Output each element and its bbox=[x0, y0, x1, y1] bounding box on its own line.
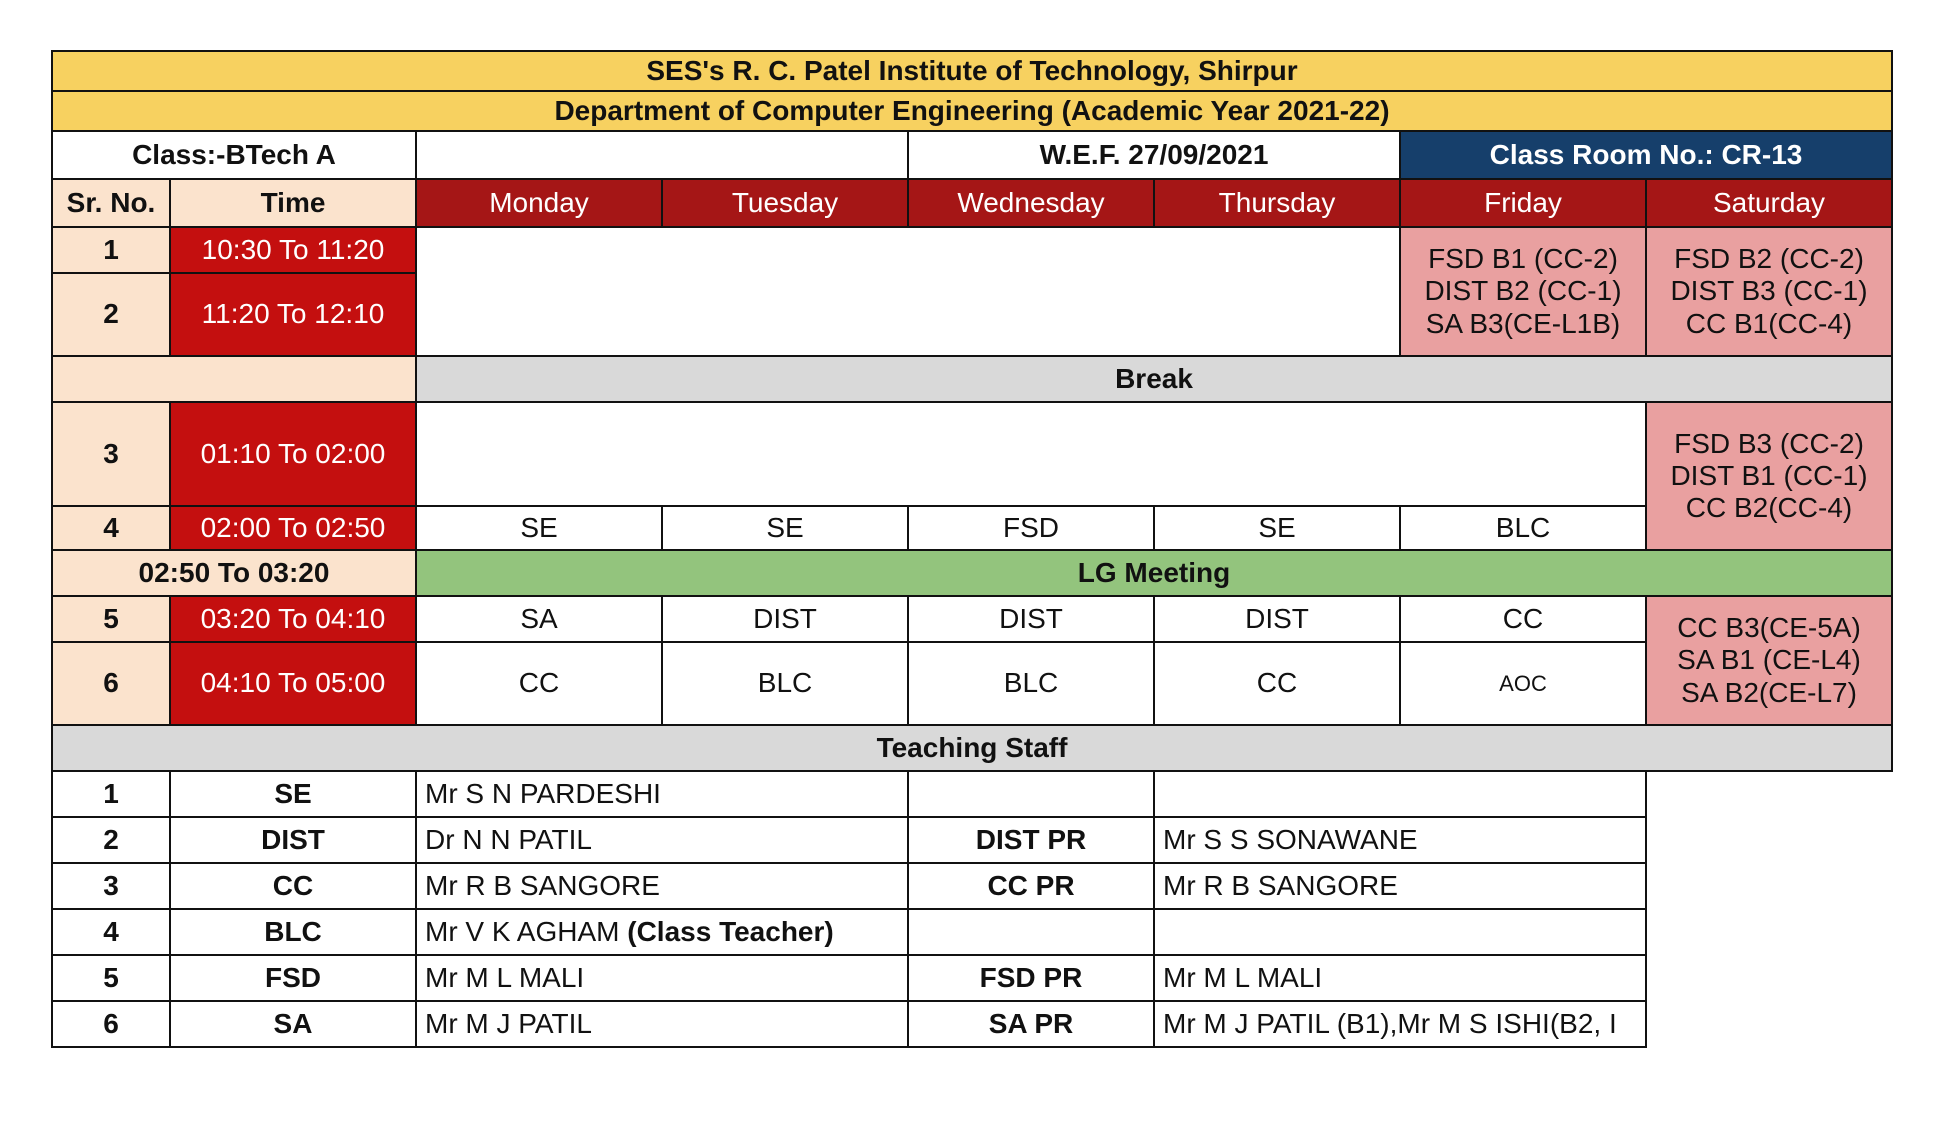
saturday-lab-cell bbox=[1646, 402, 1892, 550]
staff-teacher bbox=[416, 863, 908, 909]
staff-subject: SA bbox=[170, 1001, 416, 1047]
lab-entry: DIST B2 (CC-1) bbox=[1424, 275, 1622, 307]
lab-entry: CC B2(CC-4) bbox=[1685, 492, 1853, 524]
teacher-note: (Class Teacher) bbox=[627, 915, 834, 947]
lab-entry: FSD B1 (CC-2) bbox=[1428, 243, 1618, 275]
slot-number: 4 bbox=[52, 506, 170, 550]
slot-number: 3 bbox=[52, 402, 170, 506]
classroom-label: Class Room No.: CR-13 bbox=[1400, 131, 1892, 179]
blank-margin bbox=[1646, 1001, 1892, 1047]
staff-teacher bbox=[416, 909, 908, 955]
srno-header: Sr. No. bbox=[52, 179, 170, 227]
staff-practical-teacher: Mr M L MALI bbox=[1154, 955, 1646, 1001]
staff-subject: SE bbox=[170, 771, 416, 817]
lecture-cell: FSD bbox=[908, 506, 1154, 550]
lab-entry: CC B3(CE-5A) bbox=[1677, 612, 1861, 644]
staff-practical-subject: DIST PR bbox=[908, 817, 1154, 863]
lab-entry: SA B3(CE-L1B) bbox=[1425, 307, 1621, 339]
staff-practical-teacher: Mr R B SANGORE bbox=[1154, 863, 1646, 909]
day-friday: Friday bbox=[1400, 179, 1646, 227]
blank-cell bbox=[416, 131, 908, 179]
teacher-name: Mr M L MALI bbox=[425, 961, 585, 993]
staff-subject: BLC bbox=[170, 909, 416, 955]
lecture-cell: SE bbox=[662, 506, 908, 550]
lecture-cell: SE bbox=[1154, 506, 1400, 550]
blank-margin bbox=[1646, 909, 1892, 955]
saturday-lab-cell bbox=[1646, 227, 1892, 356]
staff-practical-subject bbox=[908, 909, 1154, 955]
slot-number: 2 bbox=[52, 273, 170, 356]
department-title: Department of Computer Engineering (Academic Year 2021-22) bbox=[52, 91, 1892, 131]
day-monday: Monday bbox=[416, 179, 662, 227]
slot-time: 10:30 To 11:20 bbox=[170, 227, 416, 273]
wef-date: W.E.F. 27/09/2021 bbox=[908, 131, 1400, 179]
staff-practical-subject: CC PR bbox=[908, 863, 1154, 909]
lecture-cell: BLC bbox=[662, 642, 908, 725]
lg-meeting-row: LG Meeting bbox=[416, 550, 1892, 596]
slot-time: 11:20 To 12:10 bbox=[170, 273, 416, 356]
staff-number: 5 bbox=[52, 955, 170, 1001]
day-thursday: Thursday bbox=[1154, 179, 1400, 227]
lecture-cell: DIST bbox=[1154, 596, 1400, 642]
day-wednesday: Wednesday bbox=[908, 179, 1154, 227]
staff-practical-teacher bbox=[1154, 771, 1646, 817]
lab-entry: SA B2(CE-L7) bbox=[1681, 676, 1857, 708]
lab-entry: CC B1(CC-4) bbox=[1685, 307, 1853, 339]
lecture-cell: AOC bbox=[1400, 642, 1646, 725]
empty-lecture-block bbox=[416, 227, 1400, 356]
lecture-cell: CC bbox=[1400, 596, 1646, 642]
slot-time: 04:10 To 05:00 bbox=[170, 642, 416, 725]
blank-margin bbox=[1646, 771, 1892, 817]
lecture-cell: CC bbox=[416, 642, 662, 725]
staff-number: 4 bbox=[52, 909, 170, 955]
staff-practical-teacher: Mr S S SONAWANE bbox=[1154, 817, 1646, 863]
day-saturday: Saturday bbox=[1646, 179, 1892, 227]
empty-lecture-block bbox=[416, 402, 1646, 506]
lab-entry: FSD B2 (CC-2) bbox=[1674, 243, 1864, 275]
break-blank bbox=[52, 356, 416, 402]
slot-time: 01:10 To 02:00 bbox=[170, 402, 416, 506]
teacher-name: Dr N N PATIL bbox=[425, 823, 592, 855]
slot-time: 02:00 To 02:50 bbox=[170, 506, 416, 550]
institute-title: SES's R. C. Patel Institute of Technology, Shirpur bbox=[52, 51, 1892, 91]
lab-entry: FSD B3 (CC-2) bbox=[1674, 427, 1864, 459]
lab-entry: DIST B1 (CC-1) bbox=[1670, 459, 1868, 491]
lecture-cell: SA bbox=[416, 596, 662, 642]
time-header: Time bbox=[170, 179, 416, 227]
slot-time: 03:20 To 04:10 bbox=[170, 596, 416, 642]
timetable bbox=[51, 50, 1893, 1048]
staff-number: 2 bbox=[52, 817, 170, 863]
lecture-cell: DIST bbox=[908, 596, 1154, 642]
blank-margin bbox=[1646, 817, 1892, 863]
saturday-lab-cell bbox=[1646, 596, 1892, 725]
lecture-cell: SE bbox=[416, 506, 662, 550]
staff-practical-subject: FSD PR bbox=[908, 955, 1154, 1001]
staff-subject: CC bbox=[170, 863, 416, 909]
staff-number: 6 bbox=[52, 1001, 170, 1047]
class-label: Class:-BTech A bbox=[52, 131, 416, 179]
friday-lab-cell bbox=[1400, 227, 1646, 356]
teaching-staff-title: Teaching Staff bbox=[52, 725, 1892, 771]
day-tuesday: Tuesday bbox=[662, 179, 908, 227]
slot-number: 5 bbox=[52, 596, 170, 642]
slot-number: 1 bbox=[52, 227, 170, 273]
staff-practical-subject: SA PR bbox=[908, 1001, 1154, 1047]
lecture-cell: CC bbox=[1154, 642, 1400, 725]
break-row: Break bbox=[416, 356, 1892, 402]
staff-teacher bbox=[416, 817, 908, 863]
staff-teacher bbox=[416, 955, 908, 1001]
staff-number: 1 bbox=[52, 771, 170, 817]
staff-number: 3 bbox=[52, 863, 170, 909]
teacher-name: Mr V K AGHAM bbox=[425, 915, 628, 947]
teacher-name: Mr M J PATIL bbox=[425, 1007, 592, 1039]
lecture-cell: DIST bbox=[662, 596, 908, 642]
lecture-cell: BLC bbox=[908, 642, 1154, 725]
staff-practical-teacher bbox=[1154, 909, 1646, 955]
staff-teacher bbox=[416, 771, 908, 817]
staff-subject: DIST bbox=[170, 817, 416, 863]
teacher-name: Mr R B SANGORE bbox=[425, 869, 660, 901]
lg-time: 02:50 To 03:20 bbox=[52, 550, 416, 596]
staff-subject: FSD bbox=[170, 955, 416, 1001]
staff-teacher bbox=[416, 1001, 908, 1047]
blank-margin bbox=[1646, 863, 1892, 909]
staff-practical-subject bbox=[908, 771, 1154, 817]
teacher-name: Mr S N PARDESHI bbox=[425, 777, 661, 809]
staff-practical-teacher: Mr M J PATIL (B1),Mr M S ISHI(B2, I bbox=[1154, 1001, 1646, 1047]
blank-margin bbox=[1646, 955, 1892, 1001]
lab-entry: DIST B3 (CC-1) bbox=[1670, 275, 1868, 307]
lab-entry: SA B1 (CE-L4) bbox=[1677, 644, 1861, 676]
slot-number: 6 bbox=[52, 642, 170, 725]
lecture-cell: BLC bbox=[1400, 506, 1646, 550]
